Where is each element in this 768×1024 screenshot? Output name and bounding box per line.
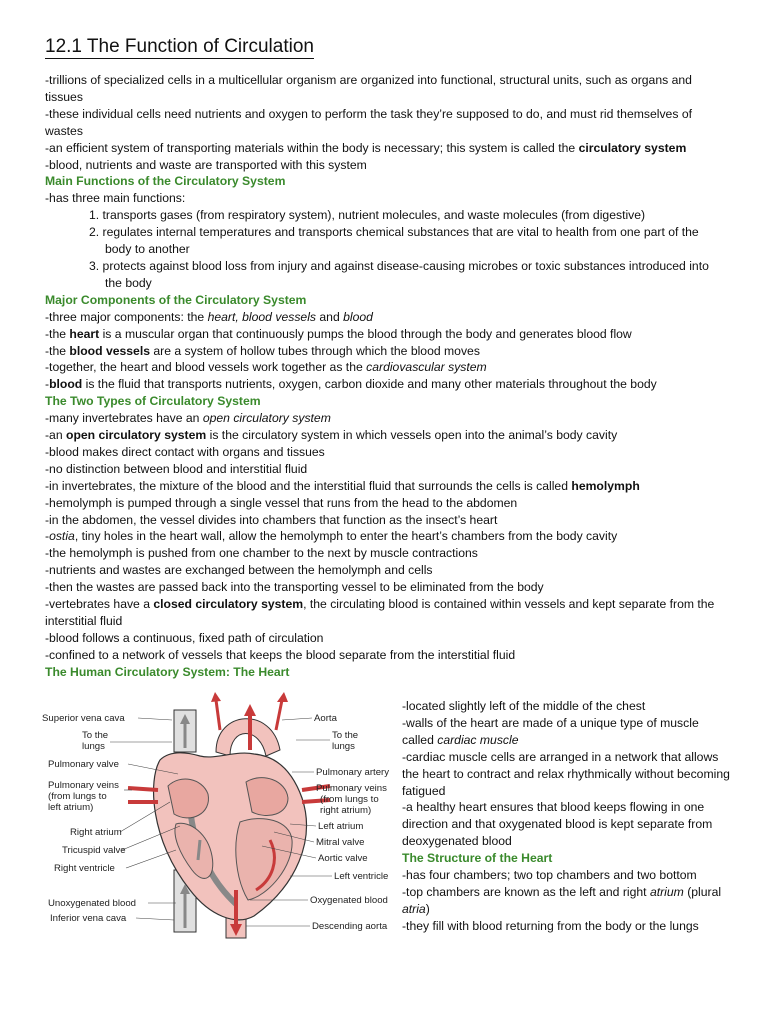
text: -three major components: the [45,309,208,324]
label-to-lungs-left-2: lungs [82,741,105,752]
text: -an efficient system of transporting materials within the body is necessary; this system is called the [45,140,579,155]
label-right-atrium: Right atrium [70,827,122,838]
text: and [316,309,344,324]
sec3-line-12 [45,596,725,630]
bold-term: hemolymph [571,478,640,493]
text: -an [45,428,67,443]
sec3-line-4: -no distinction between blood and interstitial fluid [45,461,308,476]
bold-term: blood [49,377,83,392]
text: (plural [683,884,722,899]
text: -the [45,326,70,341]
heart-diagram [40,690,400,940]
text: is the circulatory system in which vessels open into the animal’s body cavity [206,428,618,443]
heart-notes [402,698,732,935]
text: -vertebrates have a [45,597,154,612]
intro-line-2 [45,106,725,140]
label-left-atrium: Left atrium [318,821,364,832]
italic-text: cardiovascular system [366,360,487,375]
list-item: 1. transports gases (from respiratory system), nutrient molecules, and waste molecules (from digestive) [89,208,646,223]
text: - [45,377,50,392]
side-line-3: -cardiac muscle cells are arranged in a network that allows the heart to contract and relax rhythmically without becoming fatigued [402,749,730,798]
label-unoxygenated-blood: Unoxygenated blood [48,898,137,909]
side-line-7: -they fill with blood returning from the body or the lungs [402,918,699,933]
side-line-2 [402,715,732,749]
section-heading-structure: The Structure of the Heart [402,851,553,866]
arrow-head [211,692,221,702]
section-heading-major-components: Major Components of the Circulatory System [45,292,307,307]
side-line-1: -located slightly left of the middle of the chest [402,699,646,713]
text: - [45,529,50,544]
sec2-line-1 [45,309,725,326]
sec1-lead: -has three main functions: [45,191,186,206]
label-to-lungs-right-2: lungs [332,741,355,752]
sec3-line-5 [45,478,725,495]
list-item: 3. protects against blood loss from injury and against disease-causing microbes or toxic substances introduced into the body [89,258,709,290]
sec3-line-7: -in the abdomen, the vessel divides into chambers that function as the insect’s heart [45,512,498,527]
text: is a muscular organ that continuously pumps the blood through the body and generates blood flow [99,326,632,341]
sec3-line-6: -hemolymph is pumped through a single vessel that runs from the head to the abdomen [45,495,518,510]
intro-line-3 [45,140,725,157]
label-superior-vena-cava: Superior vena cava [42,713,125,724]
text: , tiny holes in the heart wall, allow the hemolymph to enter the heart’s chambers from the body cavity [74,529,618,544]
side-line-5: -has four chambers; two top chambers and two bottom [402,868,697,883]
label-pulmonary-veins-right-1: Pulmonary veins [316,783,387,794]
bold-term: open circulatory system [66,428,207,443]
italic-text: atrium [649,884,684,899]
italic-text: cardiac muscle [437,732,519,747]
text: -trillions of specialized cells in a multicellular organism are organized into functional, structural units, such as organs and tissues [45,73,692,104]
pv-left-arrow-1 [128,788,158,790]
label-inferior-vena-cava: Inferior vena cava [50,913,127,924]
sec3-line-8 [45,528,725,545]
sec3-line-2 [45,427,725,444]
label-to-lungs-left-1: To the [82,730,109,741]
arrow-head [277,692,288,702]
bold-term: heart [69,326,100,341]
sec2-line-5 [45,376,725,393]
right-atrium-shape [168,779,208,818]
bold-term: blood vessels [69,343,150,358]
section-heading-human-heart: The Human Circulatory System: The Heart [45,664,290,679]
sec2-line-4 [45,359,725,376]
text: -top chambers are known as the left and right [402,884,650,899]
sec3-line-13: -blood follows a continuous, fixed path of circulation [45,630,324,645]
list-item: 2. regulates internal temperatures and transports chemical substances that are vital to health from one part of the body to another [89,225,699,257]
document-body [45,72,725,681]
text: -blood, nutrients and waste are transported with this system [45,157,367,172]
text: -in invertebrates, the mixture of the blood and the interstitial fluid that surrounds the cells is called [45,478,572,493]
label-mitral-valve: Mitral valve [316,837,365,848]
arrow-up-1 [216,700,220,730]
text: -together, the heart and blood vessels work together as the [45,360,367,375]
sec2-line-2 [45,326,725,343]
label-pulmonary-artery: Pulmonary artery [316,767,390,778]
sec3-line-10: -nutrients and wastes are exchanged between the hemolymph and cells [45,563,433,578]
label-pulmonary-veins-left-3: left atrium) [48,802,94,813]
label-pulmonary-veins-right-2: (from lungs to [320,794,379,805]
sec3-line-3: -blood makes direct contact with organs and tissues [45,444,325,459]
label-oxygenated-blood: Oxygenated blood [310,895,388,906]
functions-list [45,207,725,292]
label-pulmonary-veins-right-3: right atrium) [320,805,372,816]
sec3-line-14: -confined to a network of vessels that keeps the blood separate from the interstitial fluid [45,647,516,662]
sec2-line-3 [45,343,725,360]
label-aortic-valve: Aortic valve [318,853,368,864]
text: -many invertebrates have an [45,411,203,426]
text: are a system of hollow tubes through which the blood moves [150,343,480,358]
label-descending-aorta: Descending aorta [312,921,388,932]
italic-text: blood [343,309,373,324]
bold-term: closed circulatory system [153,597,304,612]
italic-text: heart, blood vessels [207,309,316,324]
text: is the fluid that transports nutrients, oxygen, carbon dioxide and many other materials throughout the body [82,377,657,392]
text: -walls of the heart are made of a unique type of muscle called [402,715,699,747]
label-pulmonary-valve: Pulmonary valve [48,759,119,770]
italic-text: ostia [49,529,75,544]
side-line-4: -a healthy heart ensures that blood keeps flowing in one direction and that oxygenated blood is kept separate from deoxygenated blood [402,800,713,849]
side-line-6 [402,884,732,918]
rv-flow-arrow [198,840,200,860]
term-circulatory-system: circulatory system [578,140,687,155]
text: -these individual cells need nutrients and oxygen to perform the task they’re supposed to do, and must rid themselves of wastes [45,106,692,138]
sec3-line-1 [45,410,725,427]
arrow-head [244,704,256,716]
italic-text: open circulatory system [202,411,331,426]
sec3-line-9: -the hemolymph is pushed from one chamber to the next by muscle contractions [45,546,478,561]
label-right-ventricle: Right ventricle [54,863,115,874]
italic-text: atria [402,901,426,916]
section-heading-two-types: The Two Types of Circulatory System [45,394,261,409]
section-heading-main-functions: Main Functions of the Circulatory System [45,174,286,189]
label-to-lungs-right-1: To the [332,730,359,741]
intro-line-1 [45,72,725,106]
text: ) [425,901,430,916]
text: , the circulating blood is contained within vessels and kept separate from the interstitial fluid [45,597,715,628]
text: -the [45,343,70,358]
label-aorta: Aorta [314,713,337,724]
label-tricuspid-valve: Tricuspid valve [62,845,126,856]
label-left-ventricle: Left ventricle [334,871,389,882]
intro-line-4 [45,157,725,174]
arrow-up-2 [276,700,282,730]
page-title: 12.1 The Function of Circulation [45,36,314,57]
label-pulmonary-veins-left-2: (from lungs to [48,791,107,802]
label-pulmonary-veins-left-1: Pulmonary veins [48,780,119,791]
sec3-line-11: -then the wastes are passed back into the transporting vessel to be eliminated from the body [45,580,544,595]
